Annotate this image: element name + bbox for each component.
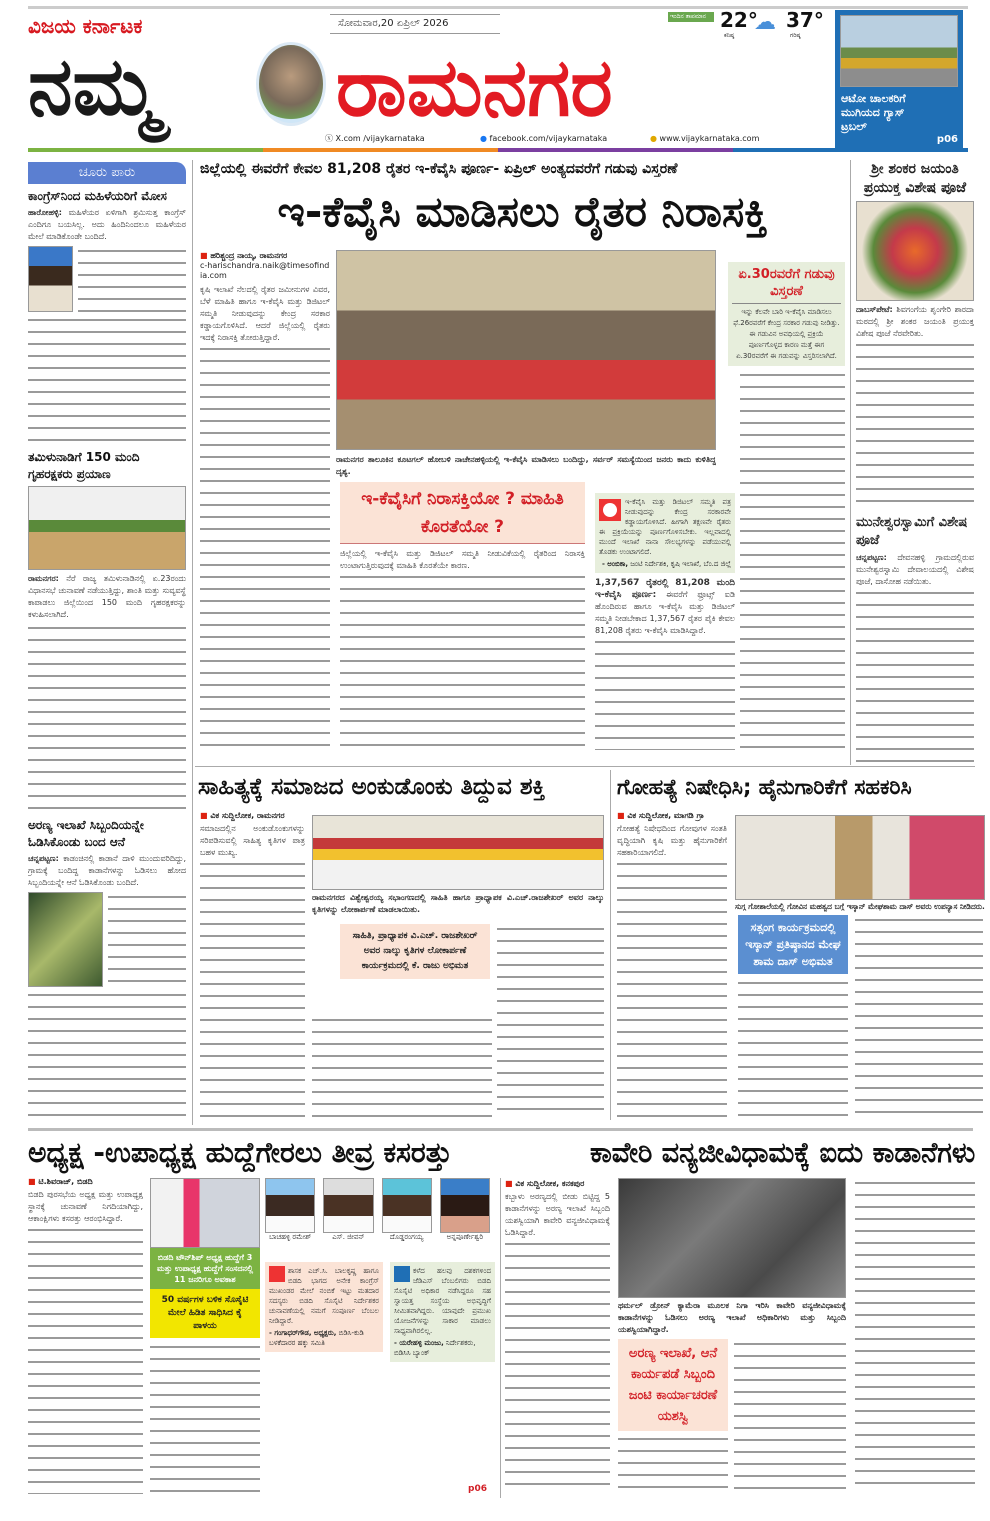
bottom-right-caption: ಥರ್ಮಲ್ ಡ್ರೋನ್ ಕ್ಯಾಮೆರಾ ಮೂಲಕ ನಿಗಾ ಇರಿಸಿ ಕಾವೇರಿ ವನ್ಯಜೀವಿಧಾಮಕ್ಕೆ ಕಾಡಾನೆಗಳನ್ನು ಓಡಿಸಲು ಅರಣ್ಯ ಇಲಾಖೆ ಅಧಿಕಾರಿಗಳು ಮತ್ತು ಸಿಬ್ಬಂದಿ ಯಶಸ್ವಿಯಾಗಿದ್ದಾರೆ. [618,1301,846,1334]
left-story1-headline: ಕಾಂಗ್ರೆಸ್‌ನಿಂದ ಮಹಿಳೆಯರಿಗೆ ಮೋಸ [28,189,167,203]
row2-left-byline: ■ ವಿಕ ಸುದ್ದಿಲೋಕ, ರಾಮನಗರ [200,810,305,821]
bottom-box-column [150,1178,260,1494]
person-name: ಬಾಚಹಳ್ಳಿ ರಮೇಶ್ [269,1233,312,1241]
globe-icon: ● [650,134,657,143]
temp-max-label: ಗರಿಷ್ಠ [790,32,801,39]
portrait-photo [28,246,73,312]
stat-body: ಈವರೆಗೆ ಫ್ರೂಟ್ಸ್ ಐಡಿ ಹೊಂದಿರುವ ಹಾಗೂ ಇ-ಕೆವೈಸಿ ಮತ್ತು ಡಿಜಿಟಲ್ ಸಮ್ಮತಿ ನೀಡಬೇಕಾದ 1,37,567 ರೈತರ ಪೈಕಿ ಕೇವಲ 81,208 ರೈತರು ಇ-ಕೆವೈಸಿ ಮಾಡಿಸಿದ್ದಾರೆ. [595,590,735,635]
column-divider [192,160,193,1125]
column-divider [850,160,851,765]
person-name: ದೊಡ್ಡರಂಗಯ್ಯ [389,1233,424,1241]
masthead-title-part1: ನಮ್ಮ [28,40,160,133]
text-column [78,246,186,312]
text-column [28,315,186,445]
pooja-photo [856,201,974,301]
section-rule [28,1128,973,1131]
temp-min: 22° [720,8,758,32]
lead-photo [336,250,716,450]
weather-label: ಇಂದಿನ ತಾಪಮಾನ [668,12,714,22]
quote-text: ಶಾಸಕ ಎಚ್.ಸಿ. ಬಾಲಕೃಷ್ಣ ಹಾಗೂ ಬಿಡದಿ ಭಾಗದ ಅನೇಕ ಕಾಂಗ್ರೆಸ್ ಮುಖಂಡರ ಮೇಲೆ ನಂಬಿಕೆ ಇಟ್ಟು ಮತದಾರ ಸದಸ್ಯರು ಬಿಡದಿ ಸೊಸೈಟಿ ನಿರ್ದೇಶಕರ ಚುನಾವಣೆಯಲ್ಲಿ ನಮಗೆ ಸಂಪೂರ್ಣ ಬೆಂಬಲ ನೀಡಿದ್ದಾರೆ. [269,1267,379,1325]
teaser-page: p06 [936,134,958,145]
person-name: ಅನ್ನಪೂರ್ಣೇಶ್ವರಿ [446,1233,484,1241]
row-divider [195,766,975,767]
story-body: ಶಿವಗಂಗೆಯ ಶೃಂಗೇರಿ ಶಾರದಾ ಮಠದಲ್ಲಿ ಶ್ರೀ ಶಂಕರ ಜಯಂತಿ ಪ್ರಯುಕ್ತ ವಿಶೇಷ ಪೂಜೆ ನೆರವೇರಿತು. [856,305,974,338]
bottom-right-headline: ಕಾವೇರಿ ವನ್ಯಜೀವಿಧಾಮಕ್ಕೆ ಐದು ಕಾಡಾನೆಗಳು [590,1136,976,1169]
social-x[interactable] [325,134,425,144]
row2-left-body: ಸಮಾಜದಲ್ಲಿನ ಅಂಕುಡೊಂಕುಗಳನ್ನು ಸರಿಪಡಿಸುವಲ್ಲಿ ಸಾಹಿತ್ಯ ಕೃತಿಗಳ ಪಾತ್ರ ಬಹಳ ಮುಖ್ಯ. [200,824,305,857]
person-name: ಎಸ್. ಜೀವನ್ [332,1233,365,1241]
left-story3-headline: ಅರಣ್ಯ ಇಲಾಖೆ ಸಿಬ್ಬಂದಿಯನ್ನೇ ಓಡಿಸಿಕೊಂಡು ಬಂದ ಆನೆ [28,818,144,849]
text-column [497,924,604,1120]
yellow-box: 50 ವರ್ಷಗಳ ಬಳಿಕ ಸೊಸೈಟಿ ಮೇಲೆ ಹಿಡಿತ ಸಾಧಿಸಿದ ಕೈ ಪಾಳಯ [150,1289,260,1338]
text-column [505,1239,610,1494]
deadline-title: ಏ.30ರವರೆಗೆ ಗಡುವು ವಿಸ್ತರಣೆ [732,266,841,304]
quote-author: - ಯರೇಹಳ್ಳಿ ಮಂಜು, [394,1339,444,1347]
text-column [734,1339,846,1494]
person-photo [323,1178,373,1233]
row2-right-headline: ಗೋಹತ್ಯೆ ನಿಷೇಧಿಸಿ; ಹೈನುಗಾರಿಕೆಗೆ ಸಹಕರಿಸಿ [617,775,912,799]
text-column [340,572,585,750]
text-column [200,859,305,1120]
text-column [856,588,974,762]
teaser-box[interactable] [835,10,963,150]
dateline: ಚನ್ನಪಟ್ಟಣ: [28,854,59,863]
quote-text: ಇ-ಕೆವೈಸಿ ಮತ್ತು ಡಿಜಿಟಲ್ ಸಮ್ಮತಿ ಪತ್ರ ನೀಡುವುದನ್ನು ಕೇಂದ್ರ ಸರಕಾರವೇ ಕಡ್ಡಾಯಗೊಳಿಸಿದೆ. ಹೀಗಾಗಿ ತಕ್ಷಣವೇ ರೈತರು ಈ ಪ್ರಕ್ರಿಯೆಯನ್ನು ಪೂರ್ಣಗೊಳಿಸಬೇಕು. ಇಲ್ಲವಾದಲ್ಲಿ ಮುಂದೆ ಇಲಾಖೆ ನಾನಾ ಸೌಲಭ್ಯಗಳನ್ನು ಪಡೆಯುವಲ್ಲಿ ತೊಡಕು ಉಂಟಾಗಲಿದೆ. [599,498,731,556]
book-launch-photo [312,815,604,890]
x-icon: ⓧ [325,134,333,143]
row2-right-byline: ■ ವಿಕ ಸುದ್ದಿಲೋಕ, ಮಾಗಡಿ ಗ್ರಾ [617,810,727,821]
temp-min-label: ಕನಿಷ್ಠ [724,32,735,39]
dateline: ದಾಬಸ್‌ಪೇಟೆ: [856,305,893,314]
text-column [595,637,735,750]
sidebox-column [728,262,845,750]
text-column [740,370,845,750]
quote-box [595,493,735,573]
row2-left-column [200,810,305,1120]
right-column [856,160,974,762]
quote-box [390,1262,495,1362]
text-column [618,1434,728,1494]
text-column [312,1015,492,1120]
teaser-photo [840,15,958,87]
issue-date: ಸೋಮವಾರ,20 ಏಪ್ರಿಲ್ 2026 [330,14,500,34]
text-column [28,1225,143,1494]
facebook-icon: ● [480,134,487,143]
text-column [108,892,186,987]
quote-text: ಕಳೆದ ಹಲವು ದಶಕಗಳಿಂದ ಜೆಡಿಎಸ್ ಬೆಂಬಲಿಗರು ಬಿಡದಿ ಸೊಸೈಟಿ ಅಧಿಕಾರ ನಡೆಸಿದ್ದರೂ ಸಹ ಸ್ವಾಯತ್ತ ಸಂಸ್ಥೆಯ ಅಭಿವೃದ್ಧಿಗೆ ಸೀಮಿತವಾಗಿದ್ದರು. ಯಾವುದೇ ಪ್ರಮುಖ ಯೋಜನೆಗಳನ್ನು ಸಾಕಾರ ಮಾಡಲು ಸಾಧ್ಯವಾಗಿರಲಿಲ್ಲ. [394,1267,491,1335]
drone-photo [618,1178,846,1298]
text-column [855,1178,975,1494]
bottom-right-pullquote: ಅರಣ್ಯ ಇಲಾಖೆ, ಆನೆ ಕಾರ್ಯಪಡೆ ಸಿಬ್ಬಂದಿ ಜಂಟಿ ಕಾರ್ಯಾಚರಣೆ ಯಶಸ್ವಿ [618,1339,728,1431]
person [265,1178,315,1242]
quote-role: ನಿರ್ದೇಶಕರು, ಬಿಡಿಸಿಸಿ ಬ್ಯಾಂಕ್ [394,1339,476,1357]
story-body: ದೇವನಹಳ್ಳಿ ಗ್ರಾಮದಲ್ಲಿರುವ ಮುನೇಶ್ವರಸ್ವಾಮಿ ದೇವಾಲಯದಲ್ಲಿ ವಿಶೇಷ ಪೂಜೆ, ದಾಸೋಹ ನಡೆಯಿತು. [856,553,974,586]
person [382,1178,432,1242]
text-column [738,978,848,1120]
deadline-body: ಇನ್ನು ಕೆಲವೇ ಬಾರಿ ಇ-ಕೆವೈಸಿ ಮಾಡಿಸಲು ಫೆ.26ರವರೆಗೆ ಕೇಂದ್ರ ಸರಕಾರ ಗಡುವು ನೀಡಿತ್ತು. ಈ ಗಡುವಿನ ಅವಧಿಯಲ್ಲಿ ಪ್ರಕ್ರಿಯೆ ಪೂರ್ಣಗೊಳ್ಳದ ಕಾರಣ ಮತ್ತೆ ಈಗ ಏ.30ರವರೆಗೆ ಈ ಗಡುವನ್ನು ವಿಸ್ತರಿಸಲಾಗಿದೆ. [733,308,840,360]
green-box: ಬಿಡದಿ ಟೌನ್‌ಶಿಪ್ ಅಧ್ಯಕ್ಷ ಹುದ್ದೆಗೆ 3 ಮತ್ತು ಉಪಾಧ್ಯಕ್ಷ ಹುದ್ದೆಗೆ ಸಂಸದನಲ್ಲಿ 11 ಜನರಿಗೂ ಅವಕಾಶ [150,1248,260,1289]
person-photo [382,1178,432,1233]
social-facebook[interactable] [480,134,607,144]
homeguards-photo [28,486,186,570]
bottom-left-headline: ಅಧ್ಯಕ್ಷ -ಉಪಾಧ್ಯಕ್ಷ ಹುದ್ದೆಗೇರಲು ತೀವ್ರ ಕಸರತ್ತು [28,1136,452,1169]
lead-caption: ರಾಮನಗರ ತಾಲೂಕಿನ ಕೂಟಗಲ್ ಹೋಬಳಿ ನಾಚೇನಹಳ್ಳಿಯಲ್ಲಿ ಇ-ಕೆವೈಸಿ ಮಾಡಿಸಲು ಬಂದಿದ್ದು, ಸರ್ವರ್ ಸಮಸ್ಯೆಯಿಂದ ಜನರು ಕಾದು ಕುಳಿತಿದ್ದ ದೃಶ್ಯ. [336,455,716,476]
person-photo [265,1178,315,1233]
x-handle: X.com /vijaykarnataka [335,134,425,143]
right-story2-headline: ಮುನೇಶ್ವರಸ್ವಾಮಿಗೆ ವಿಶೇಷ ಪೂಜೆ [856,515,968,548]
dateline: ರಾಮನಗರ: [28,574,59,583]
website-url: www.vijaykarnataka.com [659,134,760,143]
row2-right-pullquote: ಸತ್ಸಂಗ ಕಾರ್ಯಕ್ರಮದಲ್ಲಿ ಇಸ್ಕಾನ್ ಪ್ರತಿಷ್ಠಾನದ ಮೇಘ ಶಾಮ ದಾಸ್ ಅಭಿಮತ [738,915,848,974]
row2-left-pullquote: ಸಾಹಿತಿ, ಪ್ರಾಧ್ಯಾಪಕ ವಿ.ಎಚ್. ರಾಜಶೇಖರ್ ಅವರ ನಾಲ್ಕು ಕೃತಿಗಳ ಲೋಕಾರ್ಪಣೆ ಕಾರ್ಯಕ್ರಮದಲ್ಲಿ ಕೆ. ರಾಜು ಅಭಿಮತ [340,924,490,979]
left-column [28,162,186,1120]
row2-left-caption: ರಾಮನಗರದ ವಿಶ್ವೇಶ್ವರಯ್ಯ ಸಭಾಂಗಣದಲ್ಲಿ ಸಾಹಿತಿ ಹಾಗೂ ಪ್ರಾಧ್ಯಾಪಕ ವಿ.ಎಚ್.ರಾಜಶೇಖರ್ ಅವರ ನಾಲ್ಕು ಕೃತಿಗಳನ್ನು ಲೋಕಾರ್ಪಣೆ ಮಾಡಲಾಯಿತು. [312,893,604,914]
subhead-column [340,548,585,750]
stat-headline: 1,37,567 ರೈತರಲ್ಲಿ 81,208 ಮಂದಿ ಇ-ಕೆವೈಸಿ ಪೂರ್ಣ: [595,578,735,600]
row2-right-body: ಗೋಹತ್ಯೆ ನಿಷೇಧದಿಂದ ಗೋವುಗಳ ಸಂತತಿ ವೃದ್ಧಿಯಾಗಿ ಕೃಷಿ ಮತ್ತು ಹೈನುಗಾರಿಕೆಗೆ ಸಹಕಾರಿಯಾಗಲಿದೆ. [617,824,727,857]
column-divider [500,1178,501,1498]
text-column [200,344,330,750]
quote-icon [269,1266,285,1282]
bottom-right-column [505,1178,610,1494]
elephant-photo [28,892,103,987]
bottom-left-body: ಬಿಡದಿ ಪುರಸಭೆಯ ಅಧ್ಯಕ್ಷ ಮತ್ತು ಉಪಾಧ್ಯಕ್ಷ ಸ್ಥಾನಕ್ಕೆ ಚುನಾವಣೆ ನಿಗದಿಯಾಗಿದ್ದು, ಆಕಾಂಕ್ಷಿಗಳು ಕಸರತ್ತು ಆರಂಭಿಸಿದ್ದಾರೆ. [28,1190,143,1223]
quote-column [595,493,735,750]
building-photo [150,1178,260,1248]
lead-subhead: ಇ-ಕೆವೈಸಿಗೆ ನಿರಾಸಕ್ತಿಯೋ ? ಮಾಹಿತಿ ಕೊರತೆಯೋ ? [340,482,585,544]
lead-headline: ಇ-ಕೆವೈಸಿ ಮಾಡಿಸಲು ರೈತರ ನಿರಾಸಕ್ತಿ [277,187,768,236]
jump-page[interactable]: p06 [468,1484,487,1494]
people-row [265,1178,490,1242]
cloud-rain-sun-icon: ☁ [754,10,776,35]
story-body: ನೆರೆ ರಾಜ್ಯ ತಮಿಳುನಾಡಿನಲ್ಲಿ ಏ.23ರಂದು ವಿಧಾನಸಭೆ ಚುನಾವಣೆ ನಡೆಯುತ್ತಿದ್ದು, ಶಾಂತಿ ಮತ್ತು ಸುವ್ಯವಸ್ಥೆ ಕಾಪಾಡಲು ಜಿಲ್ಲೆಯಿಂದ 150 ಮಂದಿ ಗೃಹರಕ್ಷಕರನ್ನು ಕಳುಹಿಸಲಾಗಿದೆ. [28,574,186,619]
section-header: ಚೂರು ಪಾರು [28,162,186,184]
person-photo [440,1178,490,1233]
text-column [617,859,727,1120]
dateline: ಹಾರೋಹಳ್ಳಿ: [28,208,62,217]
subhead-body: ಜಿಲ್ಲೆಯಲ್ಲಿ ಇ-ಕೆವೈಸಿ ಮತ್ತು ಡಿಜಿಟಲ್ ಸಮ್ಮತಿ ನೀಡುವಿಕೆಯಲ್ಲಿ ರೈತರಿಂದ ನಿರಾಸಕ್ತಿ ಉಂಟಾಗುತ್ತಿರುವುದಕ್ಕೆ ಮಾಹಿತಿ ಕೊರತೆಯೇ ಕಾರಣ. [340,549,585,570]
satsang-photo [735,815,985,900]
text-column [28,990,186,1120]
lead-email[interactable]: c-harischandra.naik@timesofindia.com [200,261,330,280]
text-column [150,1342,260,1494]
deadline-box [728,262,845,366]
quote-author: - ಅಂಬಿಕಾ, [601,560,628,568]
quote-author: - ಗಂಗಾಧರ್‌ಗೌಡ, ಅಧ್ಯಕ್ಷರು, [269,1329,337,1337]
lead-text-column [200,250,330,750]
row2-right-caption: ಸುಗ್ಗ ಗೋಶಾಲೆಯಲ್ಲಿ ಗೋವಿನ ಮಹತ್ವದ ಬಗ್ಗೆ ಇಸ್ಕಾನ್ ಮೇಘಶಾಮ ದಾಸ್ ಅವರು ಉಪನ್ಯಾಸ ನೀಡಿದರು. [735,902,985,911]
lead-byline: ■ ಹರಿಶ್ಚಂದ್ರ ನಾಯ್ಕ, ರಾಮನಗರ [200,250,330,261]
bottom-right-body: ಕಬ್ಬಾಳು ಅರಣ್ಯದಲ್ಲಿ ಬೀಡು ಬಿಟ್ಟಿದ್ದ 5 ಕಾಡಾನೆಗಳನ್ನು ಅರಣ್ಯ ಇಲಾಖೆ ಸಿಬ್ಬಂದಿ ಯಶಸ್ವಿಯಾಗಿ ಕಾವೇರಿ ವನ್ಯಜೀವಿಧಾಮಕ್ಕೆ ಓಡಿಸಿದ್ದಾರೆ. [505,1192,610,1237]
quote-role: ಜಂಟಿ ನಿರ್ದೇಶಕಿ, ಕೃಷಿ ಇಲಾಖೆ, ಬೆಂ.ದ ಜಿಲ್ಲೆ [630,560,731,568]
color-rule [28,148,968,152]
story-body: ಕಾಡಂಚಿನಲ್ಲಿ ಕಾಡಾನೆ ದಾಳಿ ಮುಂದುವರಿದಿದ್ದು, ಗ್ರಾಮಕ್ಕೆ ಬಂದಿದ್ದ ಕಾಡಾನೆಗಳನ್ನು ಓಡಿಸಲು ಹೋದ ಸಿಬ್ಬಂದಿಯನ್ನೇ ಆನೆ ಓಡಿಸಿಕೊಂಡು ಬಂದಿದೆ. [28,854,186,887]
row2-right-column [617,810,727,1120]
row2-left-headline: ಸಾಹಿತ್ಯಕ್ಕೆ ಸಮಾಜದ ಅಂಕುಡೊಂಕು ತಿದ್ದುವ ಶಕ್ತಿ [198,774,546,800]
text-column [28,623,186,813]
dateline: ಚನ್ನಪಟ್ಟಣ: [856,553,887,562]
quote-box [265,1262,383,1352]
text-column [855,915,983,1120]
story-body: ಮಹಿಳೆಯರ ಏಳಿಗಾಗಿ ಶ್ರಮಿಸುತ್ತ ಕಾಂಗ್ರೆಸ್ ಎಂದಿಗೂ ಬಯಸಿಲ್ಲ. ಅದು ಹಿಂದಿನಿಂದಲೂ ಮಹಿಳೆಯರ ಮೇಲೆ ಮಾಡಿಕೊಂಡೇ ಬಂದಿದೆ. [28,208,186,241]
person [323,1178,373,1242]
bottom-photo-column [618,1178,846,1494]
quote-icon [599,499,621,521]
right-story1-headline: ಶ್ರೀ ಶಂಕರ ಜಯಂತಿ ಪ್ರಯುಕ್ತ ವಿಶೇಷ ಪೂಜೆ [863,161,967,196]
quote-icon [394,1266,410,1282]
lead-body: ಕೃಷಿ ಇಲಾಖೆ ನೆಲದಲ್ಲಿ ರೈತರ ಜಮೀನುಗಳ ವಿವರ, ಬೆಳೆ ಮಾಹಿತಿ ಹಾಗೂ ಇ-ಕೆವೈಸಿ ಮತ್ತು ಡಿಜಿಟಲ್ ಸಮ್ಮತಿ ನೀಡುವುದನ್ನು ಕೇಂದ್ರ ಸರಕಾರ ಕಡ್ಡಾಯಗೊಳಿಸಿದೆ. ಆದರೆ ಜಿಲ್ಲೆಯಲ್ಲಿ ರೈತರು ಇದಕ್ಕೆ ನಿರಾಸಕ್ತಿ ತೋರುತ್ತಿದ್ದಾರೆ. [200,285,330,342]
bottom-left-byline: ■ ಟಿ.ಶಿವರಾಜ್, ಬಿಡದಿ [28,1176,143,1187]
teaser-text: ಆಟೋ ಚಾಲಕರಿಗೆ ಮುಗಿಯದ ಗ್ಯಾಸ್ ಟ್ರಬಲ್ [841,92,906,133]
text-column [856,340,974,510]
brand-logo: ವಿಜಯ ಕರ್ನಾಟಕ [28,14,143,38]
person [440,1178,490,1242]
left-story2-headline: ತಮಿಳುನಾಡಿಗೆ 150 ಮಂದಿ ಗೃಹರಕ್ಷಕರು ಪ್ರಯಾಣ [28,450,140,481]
temp-max: 37° [786,8,824,32]
facebook-handle: facebook.com/vijaykarnataka [489,134,608,143]
social-web[interactable] [650,134,759,144]
quote-role: ಬಿಡಿಸಿ-ಕುಡಿ ಬಳಕೆದಾರರ ಹಕ್ಕು ಸಮಿತಿ [269,1329,364,1347]
masthead-title-part2: ರಾಮನಗರ [336,41,613,134]
bottom-left-column [28,1176,143,1494]
top-rule [28,6,968,9]
bottom-right-byline: ■ ವಿಕ ಸುದ್ದಿಲೋಕ, ಕನಕಪುರ [505,1178,610,1189]
lead-kicker: ಜಿಲ್ಲೆಯಲ್ಲಿ ಈವರೆಗೆ ಕೇವಲ 81,208 ರೈತರ ಇ-ಕೆವೈಸಿ ಪೂರ್ಣ- ಏಪ್ರಿಲ್ ಅಂತ್ಯದವರೆಗೆ ಗಡುವು ವಿಸ್ತರಣೆ [200,161,678,177]
row2-pull-column [738,915,848,1120]
landmark-image [256,42,326,126]
column-divider [610,770,611,1120]
